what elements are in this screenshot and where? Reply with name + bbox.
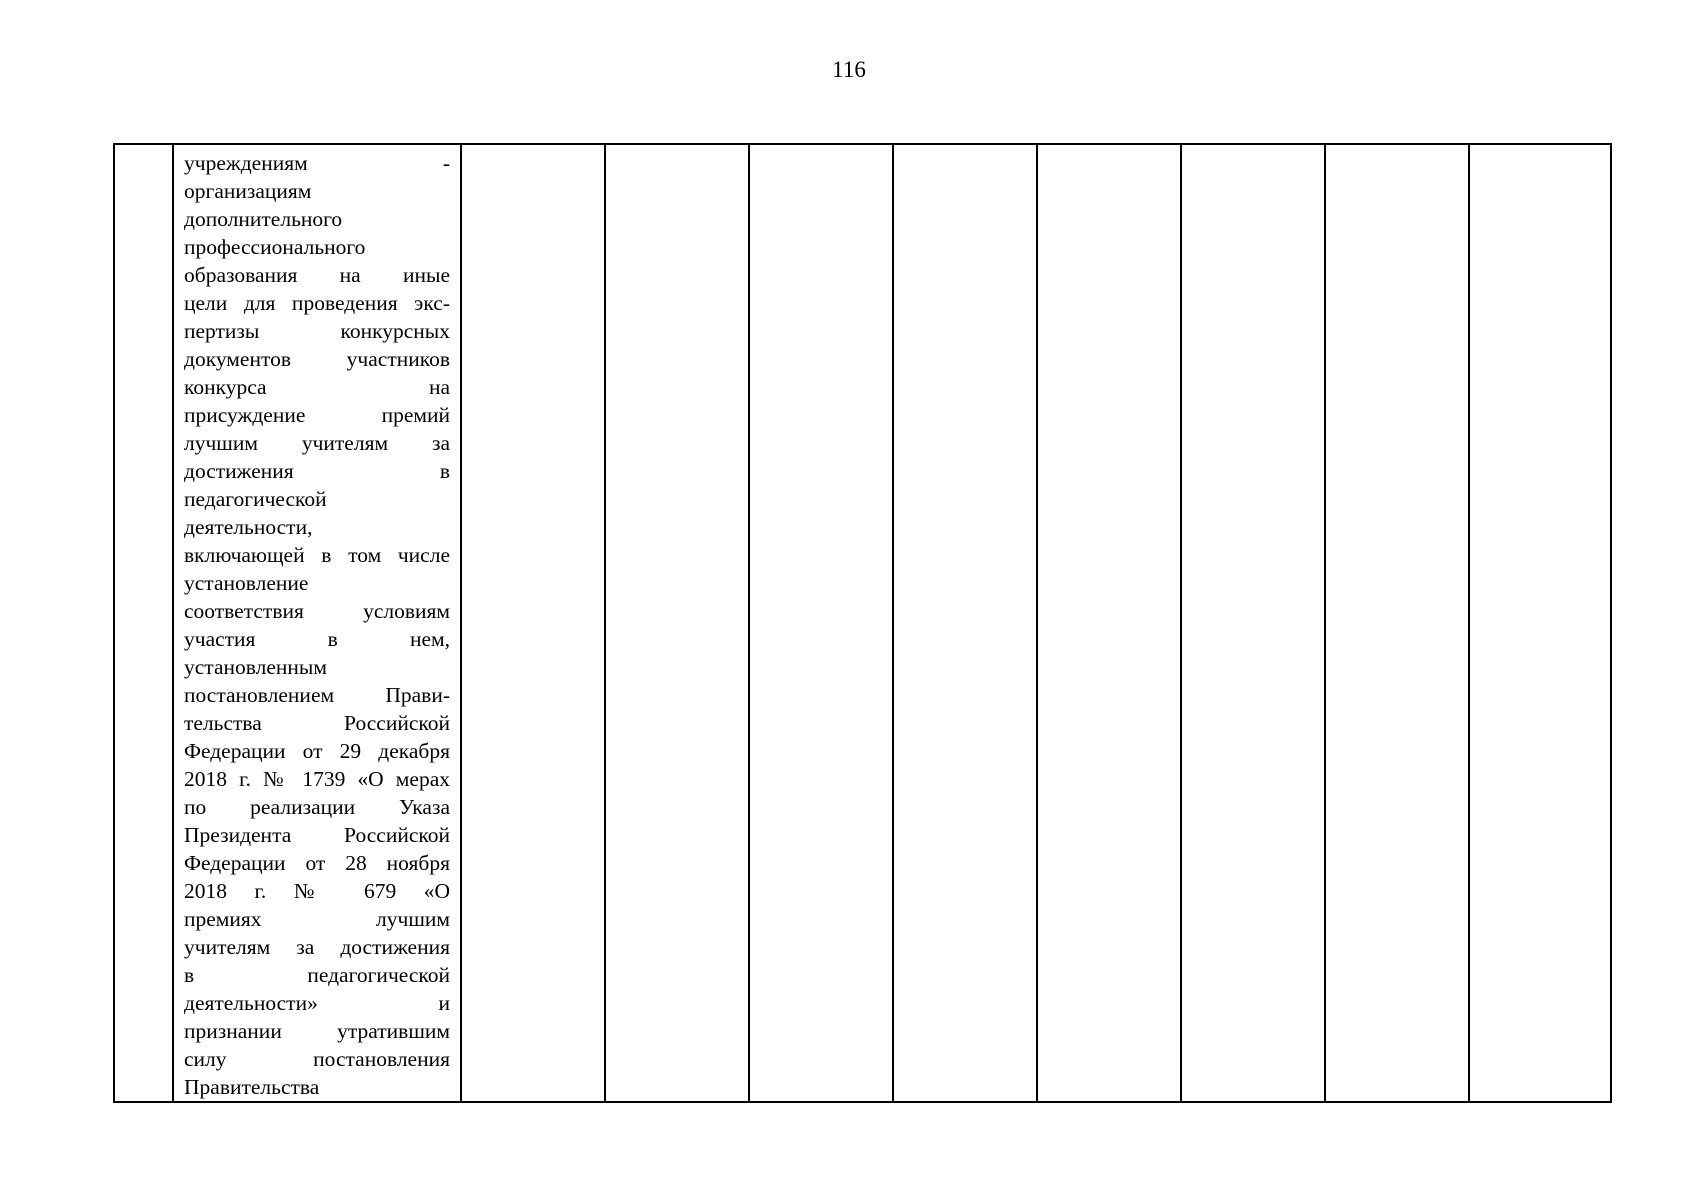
empty-cell xyxy=(461,144,605,1102)
table-row xyxy=(114,144,1611,1102)
text-line: установленным xyxy=(184,655,327,679)
text-line: документов участников xyxy=(184,347,450,371)
number-cell xyxy=(114,144,173,1102)
text-line: тельства Российской xyxy=(184,711,450,735)
text-line: лучшим учителям за xyxy=(184,431,450,455)
text-line: профессионального xyxy=(184,235,366,259)
empty-cell xyxy=(1037,144,1181,1102)
empty-cell xyxy=(1181,144,1325,1102)
text-line: организациям xyxy=(184,179,312,203)
text-line: в педагогической xyxy=(184,963,450,987)
text-line: присуждение премий xyxy=(184,403,450,427)
text-line: Правительства xyxy=(184,1075,320,1099)
description-cell xyxy=(173,144,461,1102)
text-line: Федерации от 28 ноября xyxy=(184,851,450,875)
empty-cell xyxy=(1469,144,1611,1102)
text-line: пертизы конкурсных xyxy=(184,319,450,343)
text-line: включающей в том числе xyxy=(184,543,450,567)
text-line: образования на иные xyxy=(184,263,450,287)
text-line: по реализации Указа xyxy=(184,795,450,819)
text-line: Федерации от 29 декабря xyxy=(184,739,450,763)
text-line: конкурса на xyxy=(184,375,450,399)
text-line: силу постановления xyxy=(184,1047,450,1071)
text-line: признании утратившим xyxy=(184,1019,450,1043)
page-number: 116 xyxy=(832,57,866,82)
text-line: соответствия условиям xyxy=(184,599,450,623)
text-line: деятельности, xyxy=(184,515,313,539)
text-line: постановлением Прави- xyxy=(184,683,450,707)
text-line: премиях лучшим xyxy=(184,907,450,931)
text-line: деятельности» и xyxy=(184,991,450,1015)
text-line: установление xyxy=(184,571,309,595)
empty-cell xyxy=(605,144,749,1102)
text-line: 2018 г. № 679 «О xyxy=(184,879,450,903)
text-line: Президента Российской xyxy=(184,823,450,847)
empty-cell xyxy=(1325,144,1469,1102)
document-table xyxy=(113,143,1612,1103)
text-line: достижения в xyxy=(184,459,450,483)
text-line: дополнительного xyxy=(184,207,343,231)
description-text xyxy=(174,145,460,1101)
text-line: учителям за достижения xyxy=(184,935,450,959)
text-line: участия в нем, xyxy=(184,627,450,651)
text-line: педагогической xyxy=(184,487,327,511)
text-line: учреждениям - xyxy=(184,151,450,175)
text-line: цели для проведения экс- xyxy=(184,291,450,315)
empty-cell xyxy=(749,144,893,1102)
text-line: 2018 г. № 1739 «О мерах xyxy=(184,767,450,791)
empty-cell xyxy=(893,144,1037,1102)
